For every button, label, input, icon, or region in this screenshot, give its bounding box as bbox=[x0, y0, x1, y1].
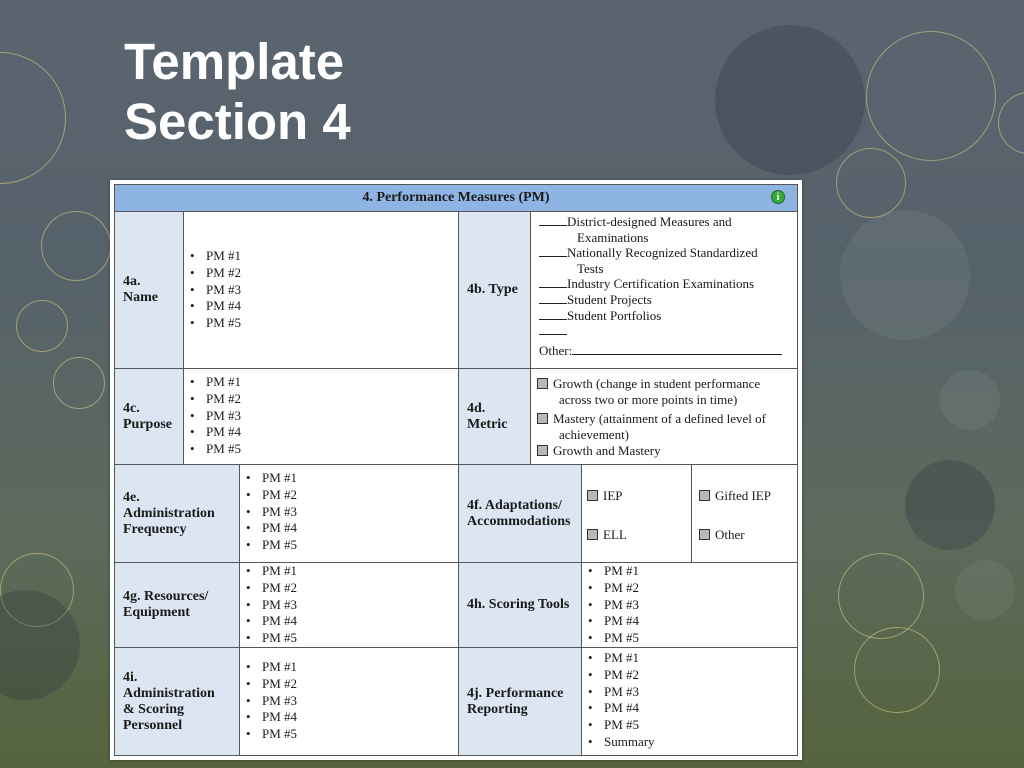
background-bokeh bbox=[41, 211, 111, 281]
resources-value-cell[interactable] bbox=[239, 562, 459, 648]
list-item: • PM #2 bbox=[582, 580, 797, 597]
checkbox[interactable] bbox=[537, 413, 548, 424]
list-item: • PM #5 bbox=[582, 717, 797, 734]
type-other-row[interactable] bbox=[539, 342, 797, 359]
checkbox[interactable] bbox=[537, 378, 548, 389]
pm-list bbox=[184, 212, 458, 332]
list-item: • PM #5 bbox=[240, 537, 458, 554]
scoring-tools-value-cell[interactable] bbox=[581, 562, 798, 648]
list-item: • PM #1 bbox=[184, 248, 458, 265]
purpose-label-line: Purpose bbox=[123, 416, 172, 432]
slide-title-line: Template bbox=[124, 33, 345, 90]
other-input-line[interactable] bbox=[572, 342, 782, 355]
list-item: • PM #4 bbox=[582, 700, 797, 717]
list-item: • PM #1 bbox=[240, 563, 458, 580]
list-item: • PM #5 bbox=[184, 315, 458, 332]
background-bokeh bbox=[955, 560, 1015, 620]
type-option-continued bbox=[539, 230, 797, 246]
list-item: • PM #2 bbox=[184, 265, 458, 282]
type-label-cell bbox=[458, 211, 531, 369]
adaptation-option-text: ELL bbox=[603, 527, 627, 542]
list-item: • PM #2 bbox=[582, 667, 797, 684]
adaptation-option-gifted-iep[interactable] bbox=[699, 488, 771, 504]
checkbox[interactable] bbox=[699, 529, 710, 540]
slide-title-line: Section 4 bbox=[124, 93, 351, 150]
metric-option-growth[interactable] bbox=[537, 376, 797, 392]
list-item: • PM #3 bbox=[240, 597, 458, 614]
type-blank bbox=[539, 215, 567, 226]
adaptation-option-text: IEP bbox=[603, 488, 623, 503]
list-item: • PM #5 bbox=[582, 630, 797, 647]
list-item: • PM #4 bbox=[240, 613, 458, 630]
list-item: • PM #3 bbox=[582, 597, 797, 614]
checkbox[interactable] bbox=[699, 490, 710, 501]
metric-option-text: Mastery (attainment of a defined level of bbox=[553, 411, 766, 426]
adaptation-option-ell[interactable] bbox=[587, 527, 627, 543]
reporting-label-line: 4j. Performance bbox=[467, 685, 564, 701]
type-blank bbox=[539, 246, 567, 257]
checkbox[interactable] bbox=[587, 490, 598, 501]
admin-frequency-label-line: 4e. bbox=[123, 489, 140, 505]
list-item: • PM #1 bbox=[184, 374, 458, 391]
metric-option-mastery[interactable] bbox=[537, 411, 797, 427]
type-option[interactable] bbox=[539, 245, 797, 261]
pm-list bbox=[184, 369, 458, 458]
type-option-text: Nationally Recognized Standardized bbox=[567, 245, 758, 261]
metric-option-text: across two or more points in time) bbox=[559, 392, 738, 407]
background-bokeh bbox=[53, 357, 105, 409]
list-item: • PM #5 bbox=[240, 630, 458, 647]
scoring-tools-label: 4h. Scoring Tools bbox=[467, 597, 570, 612]
type-value-cell[interactable] bbox=[530, 211, 798, 369]
resources-label-line: 4g. Resources/ bbox=[123, 589, 209, 604]
type-option-text: Examinations bbox=[577, 229, 649, 245]
list-item: • PM #4 bbox=[184, 424, 458, 441]
personnel-label-line: 4i. Administration bbox=[123, 669, 215, 701]
reporting-label-cell bbox=[458, 647, 582, 756]
list-item: • PM #4 bbox=[240, 520, 458, 537]
background-bokeh bbox=[16, 300, 68, 352]
name-label: 4a. Name bbox=[123, 274, 158, 305]
metric-option-text: Growth and Mastery bbox=[553, 443, 661, 458]
admin-frequency-label-cell bbox=[114, 464, 240, 563]
list-item: • Summary bbox=[582, 734, 797, 751]
metric-option-growth-and-mastery[interactable] bbox=[537, 443, 797, 459]
list-item: • PM #5 bbox=[184, 441, 458, 458]
list-item: • PM #5 bbox=[240, 726, 458, 743]
type-blank bbox=[539, 324, 567, 335]
list-item: • PM #2 bbox=[240, 580, 458, 597]
slide-title bbox=[124, 32, 351, 152]
performance-measures-form bbox=[110, 180, 802, 760]
adaptation-option-text: Other bbox=[715, 527, 745, 542]
adaptation-option-text: Gifted IEP bbox=[715, 488, 771, 503]
metric-value-cell[interactable] bbox=[530, 368, 798, 465]
background-bokeh bbox=[0, 553, 74, 627]
adaptations-label-cell bbox=[458, 464, 582, 563]
type-label: 4b. Type bbox=[467, 282, 518, 297]
type-option[interactable] bbox=[539, 308, 797, 324]
list-item: • PM #3 bbox=[240, 504, 458, 521]
adaptation-option-iep[interactable] bbox=[587, 488, 623, 504]
checkbox[interactable] bbox=[587, 529, 598, 540]
pm-list bbox=[240, 563, 458, 647]
adaptations-label-line: Accommodations bbox=[467, 513, 571, 529]
personnel-value-cell[interactable] bbox=[239, 647, 459, 756]
background-bokeh bbox=[0, 590, 80, 700]
list-item: • PM #1 bbox=[240, 659, 458, 676]
type-option-text: Industry Certification Examinations bbox=[567, 276, 755, 292]
type-option[interactable] bbox=[539, 214, 797, 230]
personnel-label-line: & Scoring bbox=[123, 701, 185, 717]
background-bokeh bbox=[840, 210, 970, 340]
pm-list bbox=[582, 563, 797, 647]
list-item: • PM #3 bbox=[184, 282, 458, 299]
list-item: • PM #3 bbox=[582, 684, 797, 701]
admin-frequency-label-line: Frequency bbox=[123, 521, 187, 537]
checkbox[interactable] bbox=[537, 445, 548, 456]
reporting-value-cell[interactable] bbox=[581, 647, 798, 756]
form-header bbox=[114, 184, 798, 212]
type-option-text: District-designed Measures and bbox=[567, 214, 732, 229]
type-option-continued bbox=[539, 261, 797, 277]
type-blank-line[interactable] bbox=[539, 323, 797, 339]
type-option-text: Student Projects bbox=[567, 291, 652, 307]
type-option[interactable] bbox=[539, 276, 797, 292]
list-item: • PM #1 bbox=[582, 650, 797, 667]
resources-label-cell bbox=[114, 562, 240, 648]
personnel-label-cell bbox=[114, 647, 240, 756]
personnel-label-line: Personnel bbox=[123, 717, 183, 733]
scoring-tools-label-cell bbox=[458, 562, 582, 648]
type-other-label: Other: bbox=[539, 342, 573, 358]
type-option-text: Student Portfolios bbox=[567, 307, 662, 323]
list-item: • PM #3 bbox=[240, 693, 458, 710]
adaptations-value-cell-left[interactable] bbox=[581, 464, 692, 563]
list-item: • PM #3 bbox=[184, 408, 458, 425]
resources-label-line: Equipment bbox=[123, 605, 190, 620]
pm-list bbox=[582, 648, 797, 751]
list-item: • PM #2 bbox=[240, 487, 458, 504]
adaptations-label-line: 4f. Adaptations/ bbox=[467, 497, 562, 513]
background-bokeh bbox=[940, 370, 1000, 430]
admin-frequency-value-cell[interactable] bbox=[239, 464, 459, 563]
purpose-label-line: 4c. bbox=[123, 400, 140, 416]
type-blank bbox=[539, 309, 567, 320]
adaptation-option-other[interactable] bbox=[699, 527, 745, 543]
background-bokeh bbox=[836, 148, 906, 218]
pm-list bbox=[240, 465, 458, 554]
background-bokeh bbox=[715, 25, 865, 175]
pm-list bbox=[240, 648, 458, 743]
background-bokeh bbox=[838, 553, 924, 639]
name-value-cell[interactable] bbox=[183, 211, 459, 369]
admin-frequency-label-line: Administration bbox=[123, 505, 215, 521]
adaptations-value-cell-right[interactable] bbox=[691, 464, 798, 563]
background-bokeh bbox=[0, 52, 66, 184]
background-bokeh bbox=[866, 31, 996, 161]
name-label-cell bbox=[114, 211, 184, 369]
form-header-title: 4. Performance Measures (PM) bbox=[362, 190, 550, 205]
type-option-text: Tests bbox=[577, 260, 604, 276]
type-blank bbox=[539, 277, 567, 288]
list-item: • PM #4 bbox=[582, 613, 797, 630]
reporting-label-line: Reporting bbox=[467, 701, 528, 717]
type-option[interactable] bbox=[539, 292, 797, 308]
metric-label-line: 4d. bbox=[467, 400, 486, 416]
metric-label-line: Metric bbox=[467, 416, 508, 432]
background-bokeh bbox=[905, 460, 995, 550]
list-item: • PM #1 bbox=[582, 563, 797, 580]
list-item: • PM #2 bbox=[240, 676, 458, 693]
metric-option-continued bbox=[537, 427, 797, 443]
list-item: • PM #1 bbox=[240, 470, 458, 487]
background-bokeh bbox=[854, 627, 940, 713]
background-bokeh bbox=[998, 92, 1024, 154]
list-item: • PM #4 bbox=[184, 298, 458, 315]
metric-option-text: Growth (change in student performance bbox=[553, 376, 761, 391]
purpose-label-cell bbox=[114, 368, 184, 465]
info-icon[interactable]: i bbox=[771, 190, 785, 204]
metric-option-continued bbox=[537, 392, 797, 408]
metric-option-text: achievement) bbox=[559, 427, 630, 442]
list-item: • PM #2 bbox=[184, 391, 458, 408]
purpose-value-cell[interactable] bbox=[183, 368, 459, 465]
type-blank bbox=[539, 293, 567, 304]
list-item: • PM #4 bbox=[240, 709, 458, 726]
metric-label-cell bbox=[458, 368, 531, 465]
